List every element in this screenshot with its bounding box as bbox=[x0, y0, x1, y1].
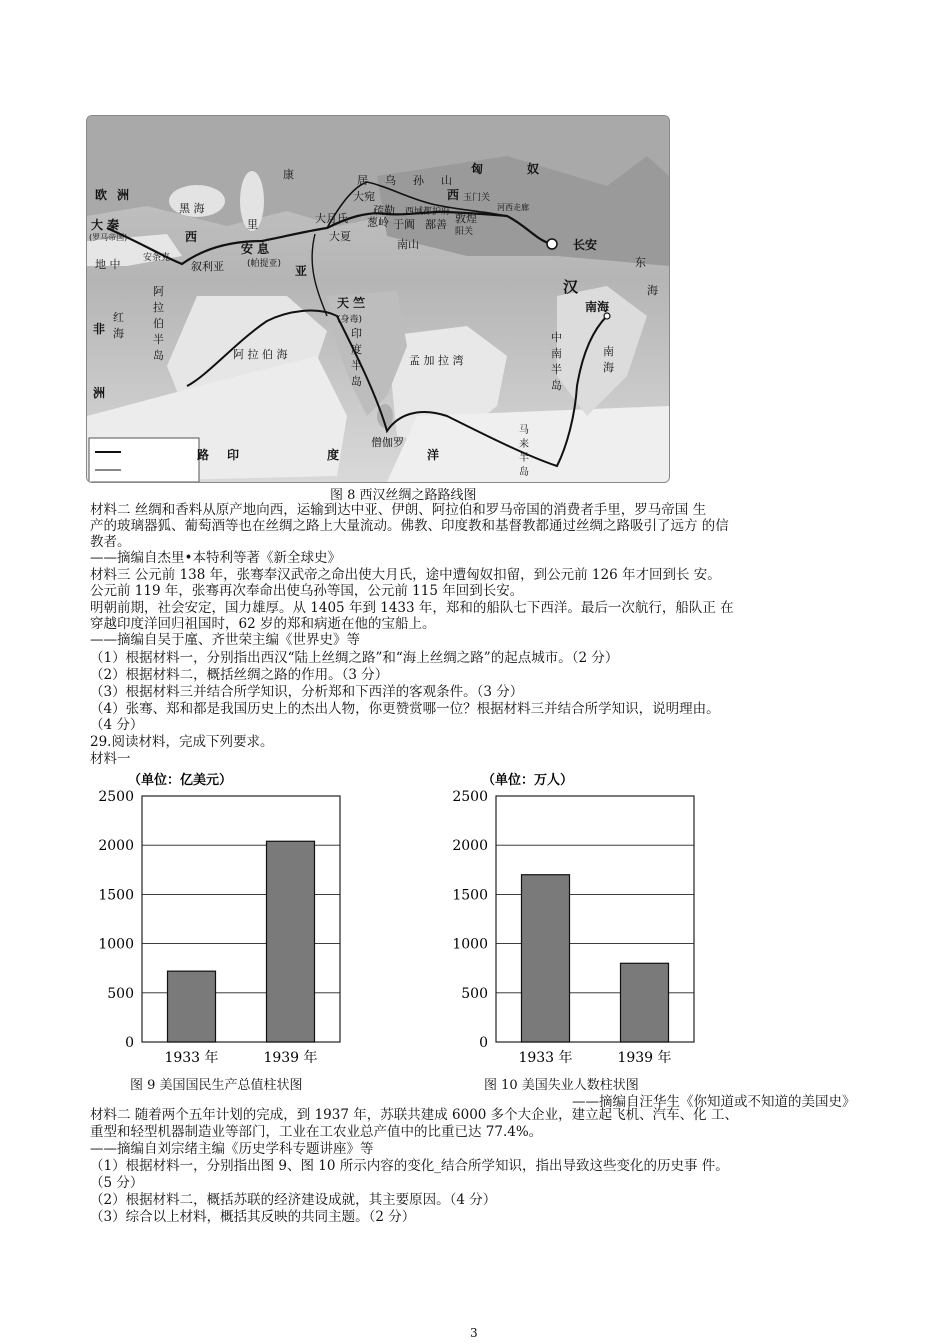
map-label-yinduyang2: 度 bbox=[327, 448, 340, 462]
map-label-europe2: 洲 bbox=[117, 188, 130, 202]
bar bbox=[267, 841, 315, 1042]
map-label-yinduyang1: 印 bbox=[227, 448, 240, 462]
map-label-xiongnu2: 奴 bbox=[527, 162, 540, 176]
map-label-alabo: 阿 拉 伯 半 岛 bbox=[153, 285, 164, 362]
y-tick-label: 1000 bbox=[98, 936, 134, 953]
material2-line-1: 材料二 丝绸和香料从原产地向西，运输到达中亚、伊朗、阿拉伯和罗马帝国的消费者手里，罗马帝国 生 bbox=[90, 502, 707, 518]
map-label-dunhuang: 敦煌 bbox=[455, 212, 477, 225]
map-label-shule: 疏勒 bbox=[373, 204, 395, 217]
map-label-tianzhu: 天 竺 bbox=[337, 296, 366, 310]
chart-source: ——摘编自汪华生《你知道或不知道的美国史》 bbox=[572, 1094, 856, 1110]
chart-gnp-svg bbox=[86, 768, 386, 1068]
q29-item-3: （3）综合以上材料，概括其反映的共同主题。（2 分） bbox=[90, 1209, 416, 1225]
map-label-honghai: 红 海 bbox=[113, 311, 124, 340]
map-label-dizhonghai: 地 中 bbox=[95, 258, 121, 271]
map-label-yindu: 印 度 半 岛 bbox=[351, 327, 362, 388]
y-tick-label: 1500 bbox=[98, 887, 134, 904]
chart-unit-label: （单位：亿美元） bbox=[128, 773, 233, 788]
bar bbox=[522, 875, 570, 1042]
material3-line-3: 明朝前期，社会安定，国力雄厚。从 1405 年到 1433 年，郑和的船队七下西洋。最后一次航行，船队正 在 bbox=[90, 600, 734, 616]
x-tick-label: 1933 年 bbox=[164, 1050, 219, 1066]
chart-unemployment bbox=[440, 768, 740, 1072]
y-tick-label: 0 bbox=[125, 1035, 134, 1051]
map-label-dawan: 大宛 bbox=[353, 190, 375, 203]
material1-label: 材料一 bbox=[90, 751, 131, 767]
map-label-xi2: 西 bbox=[185, 230, 198, 244]
map-label-nanhai: 南海 bbox=[585, 300, 610, 314]
map-label-tianzhu-sub: (身毒) bbox=[337, 315, 363, 325]
map-label-ju: 居 bbox=[357, 174, 368, 187]
map-label-li: 里 bbox=[247, 218, 258, 231]
material3-line-1: 材料三 公元前 138 年，张骞奉汉武帝之命出使大月氏，途中遭匈奴扣留，到公元前 126 年才回到长 安。 bbox=[90, 567, 721, 583]
map-label-mengjiala: 孟 加 拉 湾 bbox=[409, 354, 464, 367]
map-label-nanhai2: 南 海 bbox=[603, 345, 614, 374]
x-tick-label: 1933 年 bbox=[518, 1050, 573, 1066]
map-label-yumenguan: 玉门关 bbox=[463, 193, 491, 203]
map-label-hexi: 河西走廊 bbox=[497, 203, 529, 212]
map-label-shanshan: 鄯善 bbox=[425, 218, 447, 231]
map-label-ankede: 安条克 bbox=[143, 253, 171, 263]
map-label-ya: 亚 bbox=[295, 264, 308, 278]
chart-gnp bbox=[86, 768, 386, 1072]
chart-unemployment-caption: 图 10 美国失业人数柱状图 bbox=[484, 1078, 639, 1093]
map-label-dong: 东 bbox=[635, 256, 646, 269]
y-tick-label: 2500 bbox=[452, 789, 488, 805]
bar bbox=[168, 971, 216, 1042]
y-tick-label: 2500 bbox=[98, 789, 134, 805]
chart-gnp-caption: 图 9 美国国民生产总值柱状图 bbox=[130, 1078, 303, 1093]
map-label-kang: 康 bbox=[283, 168, 294, 181]
q28-item-4: （4）张骞、郑和都是我国历史上的杰出人物，你更赞赏哪一位？根据材料三并结合所学知识，说明理由。 bbox=[90, 701, 720, 717]
y-tick-label: 0 bbox=[479, 1035, 488, 1051]
y-tick-label: 1000 bbox=[452, 936, 488, 953]
map-label-feizhou: 非 bbox=[93, 322, 106, 336]
map-label-lu: 路 bbox=[197, 448, 210, 462]
q29-title: 29.阅读材料，完成下列要求。 bbox=[90, 734, 274, 750]
material2-source: ——摘编自杰里•本特利等著《新全球史》 bbox=[90, 550, 341, 566]
material2b-source: ——摘编自刘宗绪主编《历史学科专题讲座》等 bbox=[90, 1141, 374, 1157]
map-label-sun: 孙 bbox=[413, 174, 424, 187]
map-label-xuliya: 叙利亚 bbox=[191, 260, 224, 273]
x-tick-label: 1939 年 bbox=[263, 1050, 318, 1066]
map-label-changan: 长安 bbox=[573, 238, 598, 252]
map-label-yangguan: 阳关 bbox=[455, 227, 474, 237]
map-label-alabohai: 阿 拉 伯 海 bbox=[233, 348, 288, 361]
y-tick-label: 2000 bbox=[98, 838, 134, 855]
map-label-wu: 乌 bbox=[385, 174, 396, 187]
map-label-europe: 欧 bbox=[95, 188, 108, 202]
bar bbox=[621, 963, 669, 1042]
q28-item-1: （1）根据材料一，分别指出西汉“陆上丝绸之路”和“海上丝绸之路”的起点城市。（2 分） bbox=[90, 650, 619, 666]
material2b-line-2: 重型和轻型机器制造业等部门，工业在工农业总产值中的比重已达 77.4%。 bbox=[90, 1124, 543, 1140]
q29-item-1: （1）根据材料一，分别指出图 9、图 10 所示内容的变化_结合所学知识，指出导致这些变化的历史事 件。 bbox=[90, 1158, 729, 1174]
map-label-daqin: 大 秦 bbox=[91, 218, 120, 232]
map-label-han: 汉 bbox=[563, 278, 579, 296]
y-tick-label: 1500 bbox=[452, 887, 488, 904]
x-tick-label: 1939 年 bbox=[617, 1050, 672, 1066]
material2b-line-1: 材料二 随着两个五年计划的完成，到 1937 年，苏联共建成 6000 多个大企业，建立起飞机、汽车、化 工、 bbox=[90, 1107, 738, 1123]
y-tick-label: 2000 bbox=[452, 838, 488, 855]
map-label-xiongnu1: 匈 bbox=[471, 162, 484, 176]
map-label-xiyu: 西域都护府 bbox=[405, 207, 451, 217]
page-number: 3 bbox=[470, 1326, 478, 1340]
y-tick-label: 500 bbox=[107, 985, 134, 1002]
map-label-daqin-sub: (罗马帝国) bbox=[89, 233, 128, 242]
map-label-daxia: 大夏 bbox=[329, 230, 351, 243]
map-label-congling: 葱岭 bbox=[367, 216, 389, 229]
q28-item-4-score: （4 分） bbox=[90, 717, 144, 733]
map-label-dayuezhi: 大月氏 bbox=[315, 212, 348, 225]
map-label-zhou: 洲 bbox=[93, 386, 106, 400]
material2-line-3: 教者。 bbox=[90, 534, 131, 550]
material3-source: ——摘编自吴于廑、齐世荣主编《世界史》等 bbox=[90, 632, 360, 648]
q29-item-1-score: （5 分） bbox=[90, 1175, 144, 1191]
map-label-sengjialuo: 僧伽罗 bbox=[371, 436, 404, 449]
map-label-yinduyang3: 洋 bbox=[427, 448, 440, 462]
silk-road-map bbox=[86, 115, 670, 483]
map-caption: 图 8 西汉丝绸之路路线图 bbox=[330, 488, 477, 503]
map-label-anxi: 安 息 bbox=[241, 242, 270, 256]
map-label-yutian: 于阗 bbox=[393, 218, 415, 231]
map-label-xi: 西 bbox=[447, 188, 460, 202]
map-label-nanshan: 南山 bbox=[397, 238, 419, 251]
map-label-anxi-sub: (帕提亚) bbox=[247, 259, 282, 269]
material2-line-2: 产的玻璃器狐、葡萄酒等也在丝绸之路上大量流动。佛教、印度教和基督教都通过丝绸之路吸引了远方 的信 bbox=[90, 518, 729, 534]
chart-unemployment-svg bbox=[440, 768, 740, 1068]
map-label-shan: 山 bbox=[441, 174, 452, 187]
y-tick-label: 500 bbox=[461, 985, 488, 1002]
chart-unit-label: （单位：万人） bbox=[482, 773, 574, 788]
map-label-heihai: 黑 海 bbox=[179, 202, 205, 215]
map-label-hai: 海 bbox=[647, 284, 658, 297]
q29-item-2: （2）根据材料二，概括苏联的经济建设成就，其主要原因。（4 分） bbox=[90, 1192, 497, 1208]
map-label-zhongnan: 中 南 半 岛 bbox=[551, 331, 562, 392]
material3-line-4: 穿越印度洋回归祖国时，62 岁的郑和病逝在他的宝船上。 bbox=[90, 616, 436, 632]
q28-item-3: （3）根据材料三并结合所学知识，分析郑和下西洋的客观条件。（3 分） bbox=[90, 684, 524, 700]
map-label-malai: 马 来 半 岛 bbox=[519, 425, 529, 478]
q28-item-2: （2）根据材料二，概括丝绸之路的作用。（3 分） bbox=[90, 667, 389, 683]
map-graphic bbox=[87, 116, 669, 482]
material3-line-2: 公元前 119 年，张骞再次奉命出使乌孙等国，公元前 115 年回到长安。 bbox=[90, 583, 524, 599]
